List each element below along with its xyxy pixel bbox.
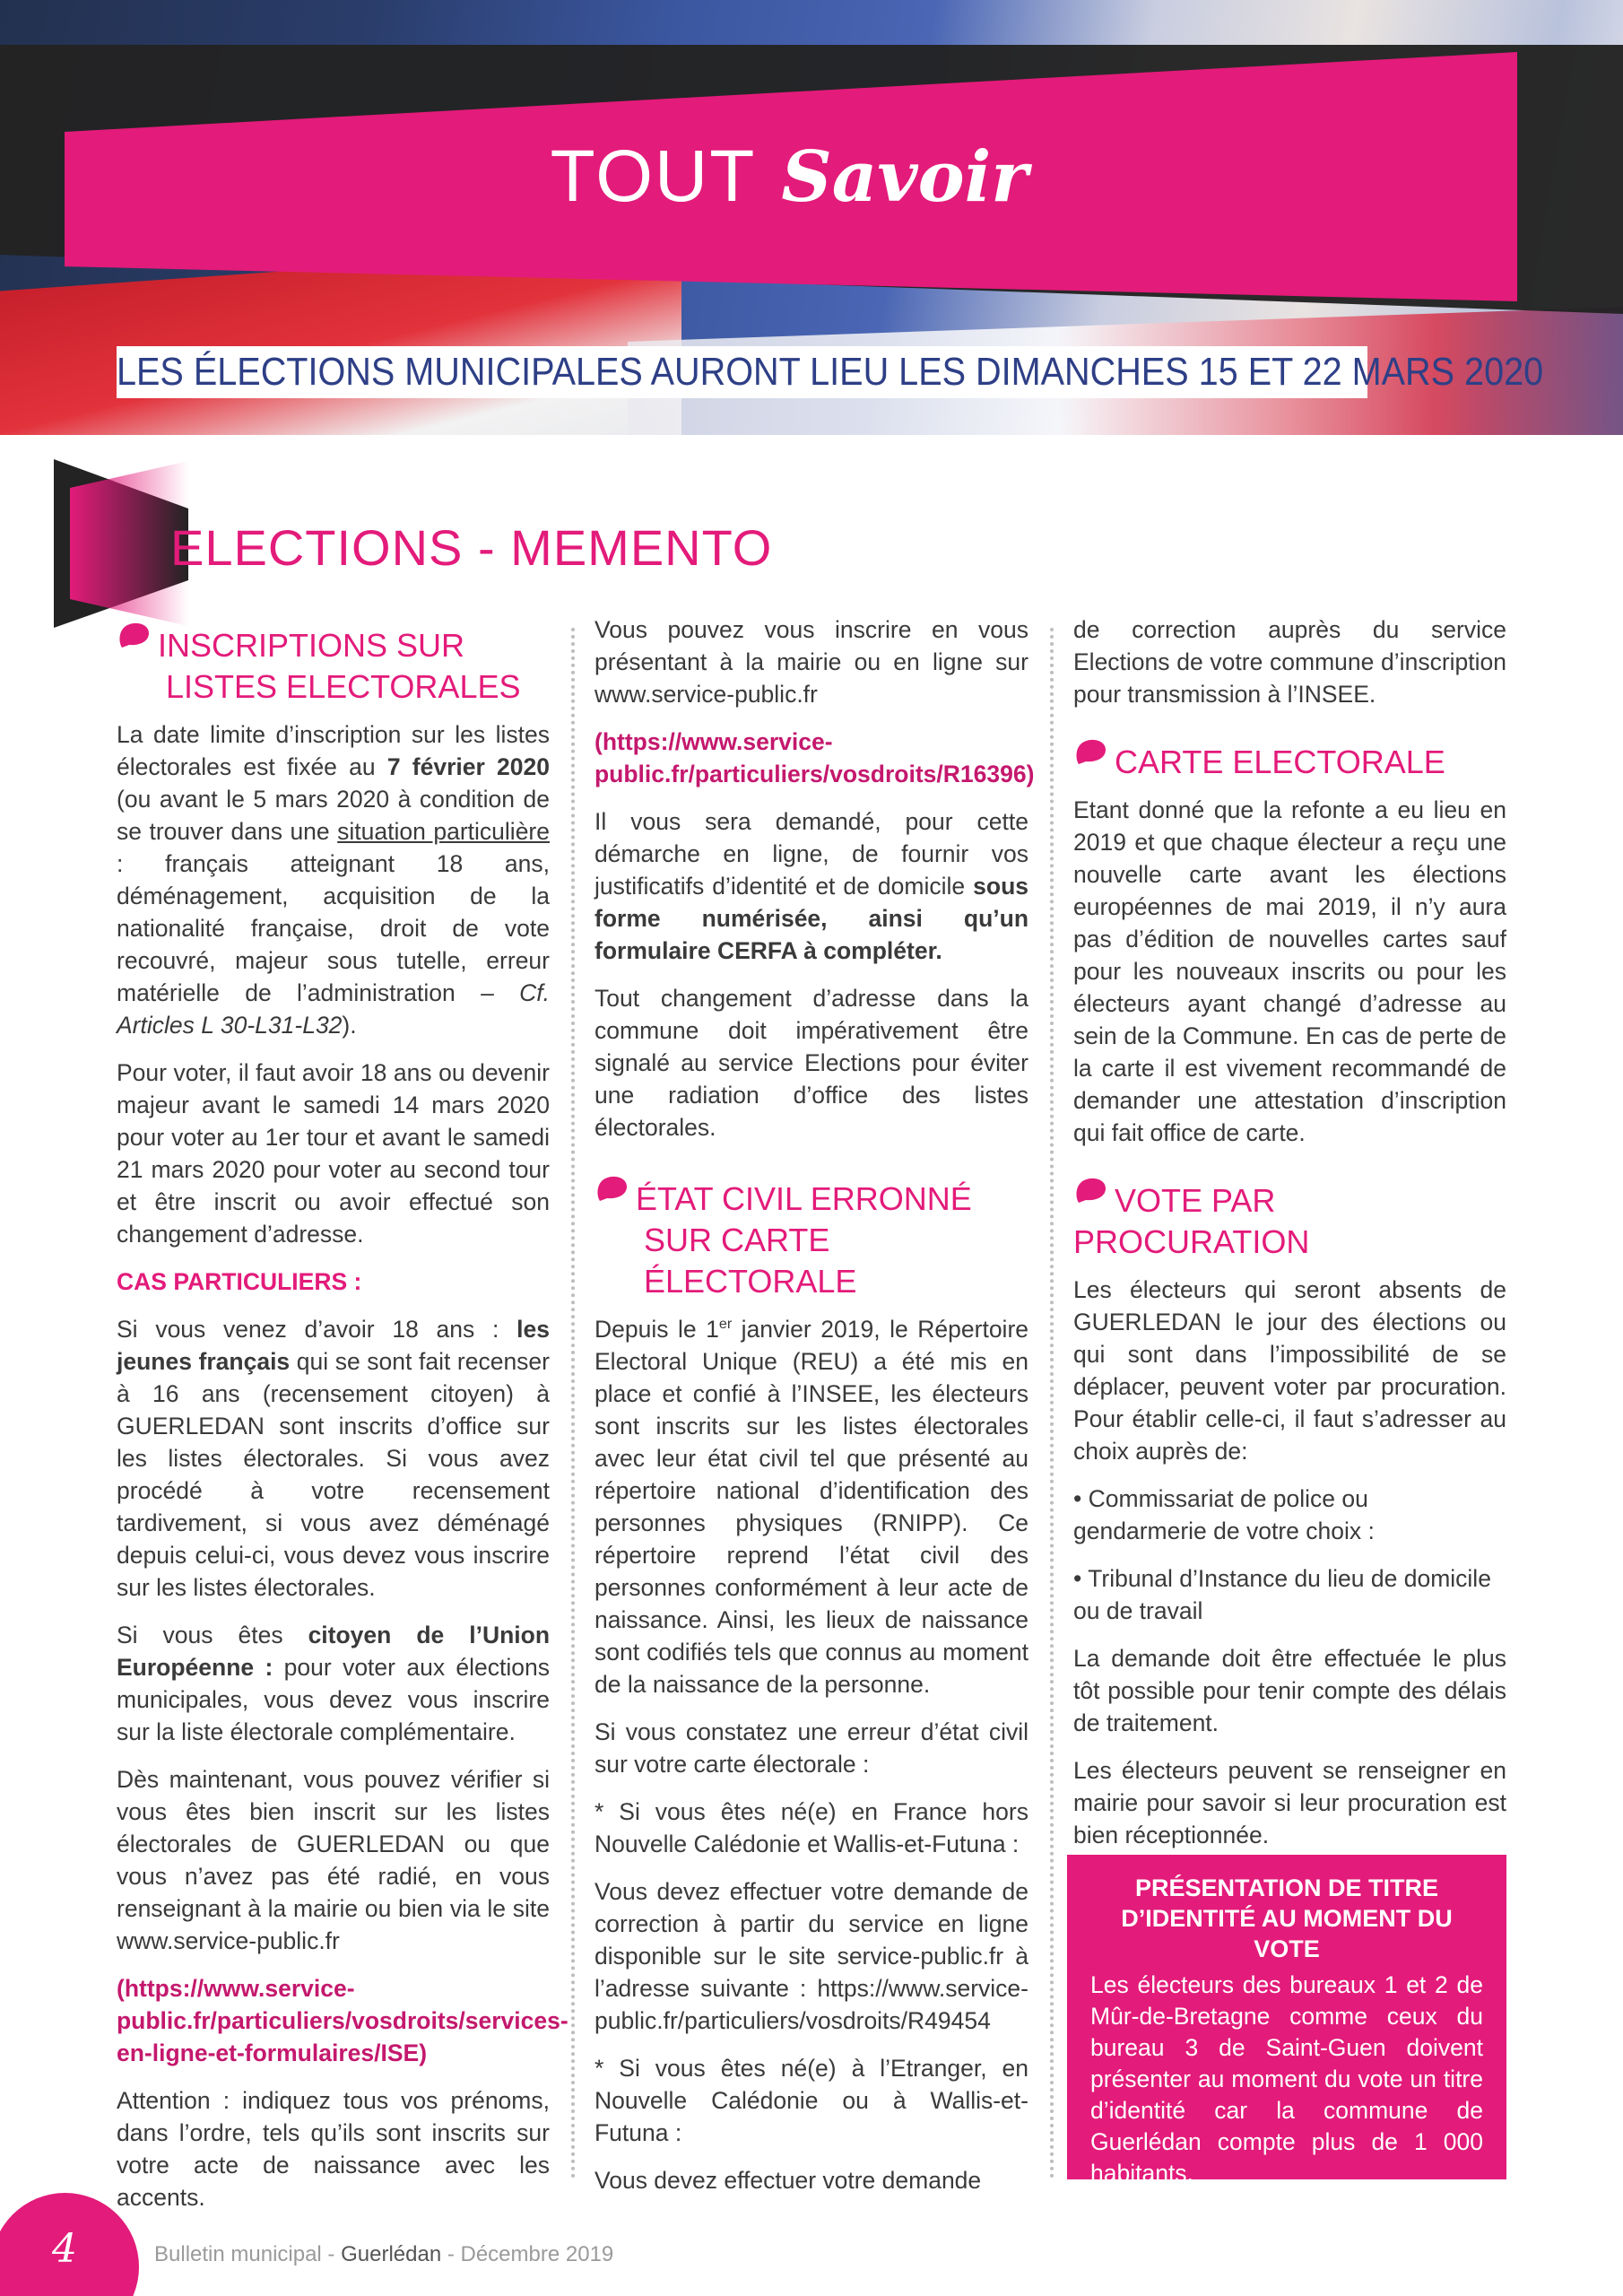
- paragraph-date-limite: [117, 718, 550, 1041]
- heading-inscriptions-line2: LISTES ELECTORALES: [166, 668, 521, 705]
- paragraph-ne-etranger: * Si vous êtes né(e) à l’Etranger, en Nouvelle Calédonie ou à Wallis-et-Futuna :: [595, 2055, 1028, 2146]
- paragraph-jeunes: [117, 1313, 550, 1604]
- heading-vote-label: VOTE PAR PROCURATION: [1073, 1182, 1310, 1260]
- heading-inscriptions-line1: INSCRIPTIONS SUR: [158, 627, 465, 664]
- heading-etat-civil: [595, 1174, 1028, 1302]
- identity-box-title: [1090, 1873, 1483, 1964]
- column-divider: [1050, 628, 1054, 2179]
- paragraph-union-europeenne: [117, 1619, 550, 1748]
- banner-title: [0, 135, 1578, 219]
- paragraph-absents: Les électeurs qui seront absents de GUERLEDAN le jour des élections ou qui sont dans l’impossibilité de se déplacer, peuvent voter par procuration. Pour établir celle-ci, il faut s’adresser au choix auprès de:: [1073, 1276, 1506, 1465]
- text-run: ).: [342, 1012, 357, 1039]
- text-run: qui se sont fait recenser à 16 ans (recensement citoyen) à GUERLEDAN sont inscrits d’office sur les listes électorales. Si vous avez procédé à votre recensement tardivement, si vous avez déménagé depuis celui-ci, vous devez vous inscrire sur les listes électorales.: [117, 1348, 550, 1601]
- heading-etat-civil-line2: SUR CARTE ÉLECTORALE: [644, 1222, 857, 1300]
- text-run: La date limite d’inscription sur les listes électorales est fixée au: [117, 721, 550, 780]
- paragraph-demande-correction: Vous devez effectuer votre demande de correction à partir du service en ligne disponible sur le site service-public.fr à l’adresse suivante : https://www.service-public.fr/particuliers/vosdroits/R49454: [595, 1878, 1028, 2034]
- column-2: [595, 616, 1035, 2196]
- bullet-commissariat: • Commissariat de police ou gendarmerie de votre choix :: [1073, 1485, 1375, 1544]
- identity-info-box: [1067, 1855, 1506, 2187]
- text-run: (ou avant le 5 mars 2020 à condition de se trouver dans une: [117, 786, 550, 845]
- text-run: Si vous êtes: [117, 1622, 308, 1648]
- paragraph-demande-tot: La demande doit être effectuée le plus tôt possible pour tenir compte des délais de traitement.: [1073, 1645, 1506, 1736]
- column-1: [117, 621, 568, 2229]
- heading-carte-electorale: [1073, 737, 1506, 783]
- section-title: ELECTIONS - MEMENTO: [170, 519, 773, 576]
- text-bold: citoyen de l’Union Européenne :: [117, 1622, 551, 1681]
- footer-town: Guerlédan: [341, 2242, 442, 2266]
- speech-bubble-icon: [1073, 737, 1107, 768]
- text-run: pour voter aux élections municipales, vous devez vous inscrire sur la liste électorale complémentaire.: [117, 1654, 551, 1745]
- bullet-tribunal: • Tribunal d’Instance du lieu de domicile ou de travail: [1073, 1565, 1491, 1624]
- text-run: : français atteignant 18 ans, déménagement, acquisition de la nationalité française, droit de vote recouvré, majeur sous tutelle, erreur matérielle de l’administration –: [117, 850, 550, 1006]
- column-3: [1073, 616, 1506, 1866]
- link-service-public-ise[interactable]: (https://www.service-public.fr/particuliers/vosdroits/services-en-ligne-et-formulaires/ISE): [117, 1975, 568, 2066]
- text-run: Il vous sera demandé, pour cette démarche en ligne, de fournir vos justificatifs d’identité et de domicile: [595, 808, 1028, 900]
- paragraph-attention: Attention : indiquez tous vos prénoms, dans l’ordre, tels qu’ils sont inscrits sur votre acte de naissance avec les accents.: [117, 2087, 550, 2211]
- paragraph-renseigner-mairie: Les électeurs peuvent se renseigner en mairie pour savoir si leur procuration est bien réceptionnée.: [1073, 1757, 1506, 1848]
- page-number: 4: [52, 2226, 77, 2272]
- footer-publication: [154, 2242, 613, 2267]
- footer-date: - Décembre 2019: [441, 2242, 614, 2266]
- banner-title-main: TOUT: [550, 135, 757, 217]
- section-arrow-decoration: [54, 459, 188, 628]
- speech-bubble-icon: [117, 621, 151, 651]
- paragraph-refonte: Etant donné que la refonte a eu lieu en 2019 et que chaque électeur a reçu une nouvelle carte avant les élections européennes de mai 2019, il n’y aura pas d’édition de nouvelles cartes sauf pour les nouveaux inscrits ou pour les électeurs ayant changé d’adresse au sein de la Commune. En cas de perte de la carte il est vivement recommandé de demander une attestation d’inscription qui fait office de carte.: [1073, 796, 1506, 1146]
- footer-bulletin: Bulletin municipal -: [154, 2242, 342, 2266]
- text-underlined: situation particulière: [337, 818, 550, 845]
- paragraph-changement-adresse: Tout changement d’adresse dans la commune doit impérativement être signalé au service Elections pour éviter une radiation d’office des listes électorales.: [595, 985, 1028, 1141]
- paragraph-pour-voter: Pour voter, il faut avoir 18 ans ou devenir majeur avant le samedi 14 mars 2020 pour voter au 1er tour et avant le samedi 21 mars 2020 pour voter au second tour et être inscrit ou avoir effectué son changement d’adresse.: [117, 1059, 550, 1248]
- paragraph-justificatifs: [595, 805, 1028, 967]
- column-divider: [571, 628, 575, 2179]
- identity-box-title-line1: PRÉSENTATION DE TITRE: [1134, 1874, 1438, 1901]
- text-superscript: er: [718, 1317, 733, 1333]
- text-bold: 7 février 2020: [386, 753, 550, 780]
- identity-box-text: Les électeurs des bureaux 1 et 2 de Mûr-de-Bretagne comme ceux du bureau 3 de Saint-Guen doivent présenter au moment du vote un titre d’identité car la commune de Guerlédan compte plus de 1 000 habitants.: [1090, 1971, 1483, 2187]
- subheading-cas-particuliers: CAS PARTICULIERS :: [117, 1268, 362, 1295]
- text-bold: sous forme numérisée, ainsi qu’un formulaire CERFA à compléter.: [595, 873, 1028, 964]
- paragraph-constat-erreur: Si vous constatez une erreur d’état civil sur votre carte électorale :: [595, 1718, 1028, 1778]
- paragraph-inscription-mairie: Vous pouvez vous inscrire en vous présentant à la mairie ou en ligne sur www.service-public.fr: [595, 616, 1028, 708]
- text-run: Si vous venez d’avoir 18 ans :: [117, 1316, 517, 1343]
- election-date-banner: LES ÉLECTIONS MUNICIPALES AURONT LIEU LES DIMANCHES 15 ET 22 MARS 2020: [117, 346, 1367, 398]
- heading-carte-label: CARTE ELECTORALE: [1115, 744, 1445, 780]
- banner-title-script: Savoir: [781, 135, 1028, 218]
- link-service-public-r16396[interactable]: (https://www.service-public.fr/particuliers/vosdroits/R16396): [595, 728, 1035, 787]
- heading-inscriptions: [117, 621, 550, 708]
- header-banner: [0, 0, 1623, 435]
- paragraph-reu: [595, 1313, 1028, 1700]
- speech-bubble-icon: [595, 1174, 629, 1205]
- identity-box-title-line2: D’IDENTITÉ AU MOMENT DU VOTE: [1121, 1905, 1453, 1962]
- text-run: janvier 2019, le Répertoire Electoral Unique (REU) a été mis en place et confié à l’INSEE, les électeurs sont inscrits sur les listes électorales avec leur état civil tel que présenté au répertoire national d’identification des personnes physiques (RNIPP). Ce répertoire reprend l’état civil des personnes conformément à leur acte de naissance. Ainsi, les lieux de naissance sont codifiés tels que connus au moment de la naissance de la personne.: [595, 1316, 1029, 1698]
- heading-vote-procuration: [1073, 1176, 1506, 1263]
- heading-etat-civil-line1: ÉTAT CIVIL ERRONNÉ: [636, 1180, 972, 1217]
- text-bold: les jeunes français: [117, 1316, 550, 1375]
- text-italic: Cf. Articles L 30-L31-L32: [117, 979, 550, 1039]
- paragraph-verifier: Dès maintenant, vous pouvez vérifier si vous êtes bien inscrit sur les listes électorales de GUERLEDAN ou que vous n’avez pas été radié, en vous renseignant à la mairie ou bien via le site www.service-public.fr: [117, 1766, 550, 1954]
- paragraph-correction-insee: de correction auprès du service Elections de votre commune d’inscription pour transmission à l’INSEE.: [1073, 616, 1506, 708]
- text-run: Depuis le 1: [595, 1316, 719, 1343]
- speech-bubble-icon: [1073, 1176, 1107, 1206]
- paragraph-ne-en-france: * Si vous êtes né(e) en France hors Nouvelle Calédonie et Wallis-et-Futuna :: [595, 1798, 1028, 1857]
- paragraph-demande-suite: Vous devez effectuer votre demande: [595, 2167, 982, 2194]
